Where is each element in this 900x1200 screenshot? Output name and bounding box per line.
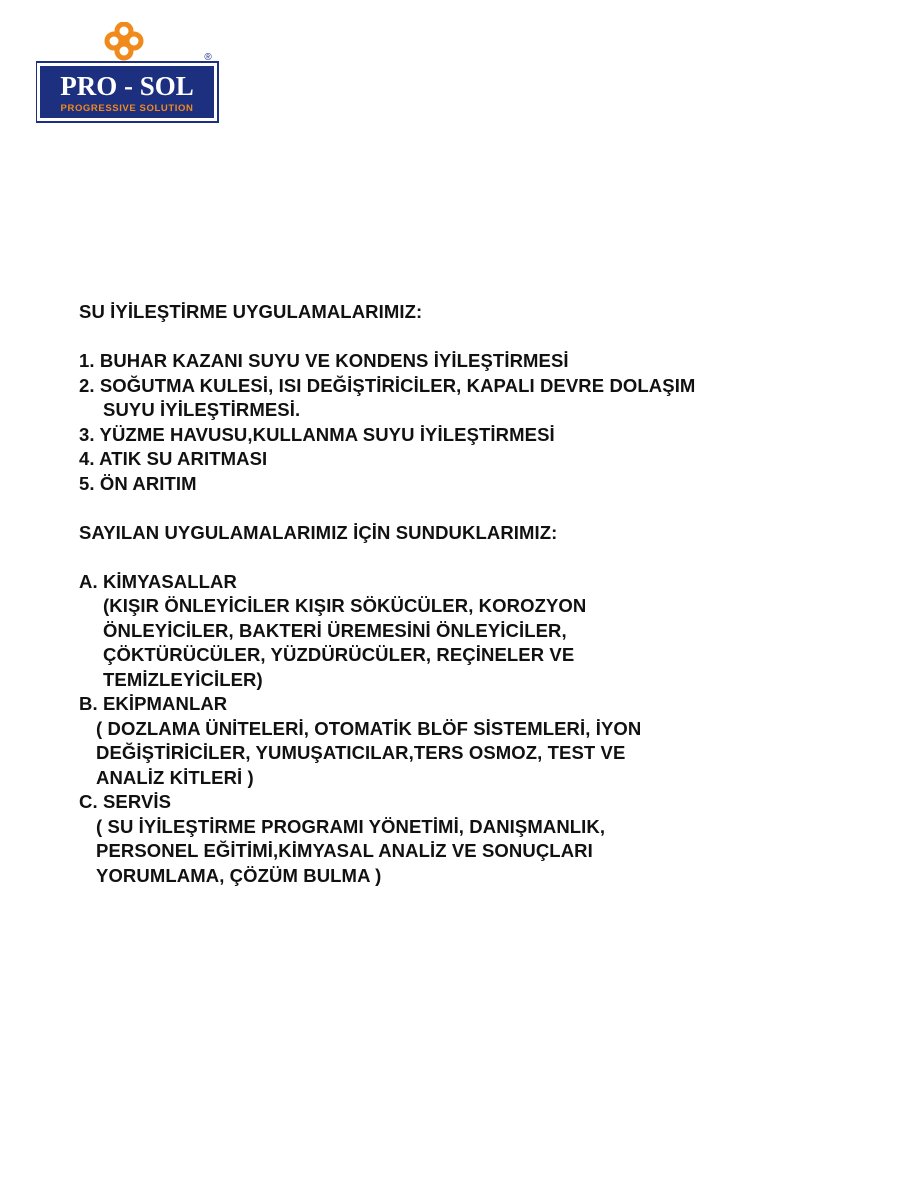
section-a-line: TEMİZLEYİCİLER) [103, 668, 263, 690]
section-c-line: PERSONEL EĞİTİMİ,KİMYASAL ANALİZ VE SONUÇLARI [96, 840, 593, 861]
section-a-line: ÇÖKTÜRÜCÜLER, YÜZDÜRÜCÜLER, REÇİNELER VE [103, 644, 575, 665]
document-body [79, 300, 879, 888]
section-c-line: YORUMLAMA, ÇÖZÜM BULMA ) [96, 864, 382, 886]
section-c-title: C. SERVİS [79, 791, 172, 812]
offerings-heading: SAYILAN UYGULAMALARIMIZ İÇİN SUNDUKLARIMIZ: [79, 521, 558, 543]
application-item-2: 2. SOĞUTMA KULESİ, ISI DEĞİŞTİRİCİLER, KAPALI DEVRE DOLAŞIM [79, 374, 696, 396]
registered-mark: ® [204, 52, 212, 63]
application-item-4: 4. ATIK SU ARITMASI [79, 448, 268, 469]
application-item-3: 3. YÜZME HAVUSU,KULLANMA SUYU İYİLEŞTİRMESİ [79, 423, 555, 445]
section-b-line: ( DOZLAMA ÜNİTELERİ, OTOMATİK BLÖF SİSTEMLERİ, İYON [96, 717, 642, 739]
applications-heading: SU İYİLEŞTİRME UYGULAMALARIMIZ: [79, 301, 423, 322]
section-a-line: ÖNLEYİCİLER, BAKTERİ ÜREMESİNİ ÖNLEYİCİLER, [103, 619, 567, 641]
spacer [79, 496, 879, 521]
spacer [79, 545, 879, 570]
spacer [79, 325, 879, 350]
company-logo [36, 22, 220, 124]
application-item-1: 1. BUHAR KAZANI SUYU VE KONDENS İYİLEŞTİRMESİ [79, 350, 569, 371]
section-b-title: B. EKİPMANLAR [79, 693, 228, 714]
logo-tagline: PROGRESSIVE SOLUTION [60, 103, 194, 114]
section-c-line: ( SU İYİLEŞTİRME PROGRAMI YÖNETİMİ, DANIŞMANLIK, [96, 815, 606, 837]
logo-brand-text: PRO - SOL [60, 71, 194, 101]
section-b-line: DEĞİŞTİRİCİLER, YUMUŞATICILAR,TERS OSMOZ, TEST VE [96, 742, 626, 763]
application-item-5: 5. ÖN ARITIM [79, 472, 197, 494]
application-item-2-continued: SUYU İYİLEŞTİRMESİ. [103, 399, 301, 420]
logo-graphic [36, 22, 220, 124]
section-a-title: A. KİMYASALLAR [79, 570, 237, 592]
section-a-line: (KIŞIR ÖNLEYİCİLER KIŞIR SÖKÜCÜLER, KOROZYON [103, 595, 587, 616]
section-b-line: ANALİZ KİTLERİ ) [96, 766, 254, 788]
